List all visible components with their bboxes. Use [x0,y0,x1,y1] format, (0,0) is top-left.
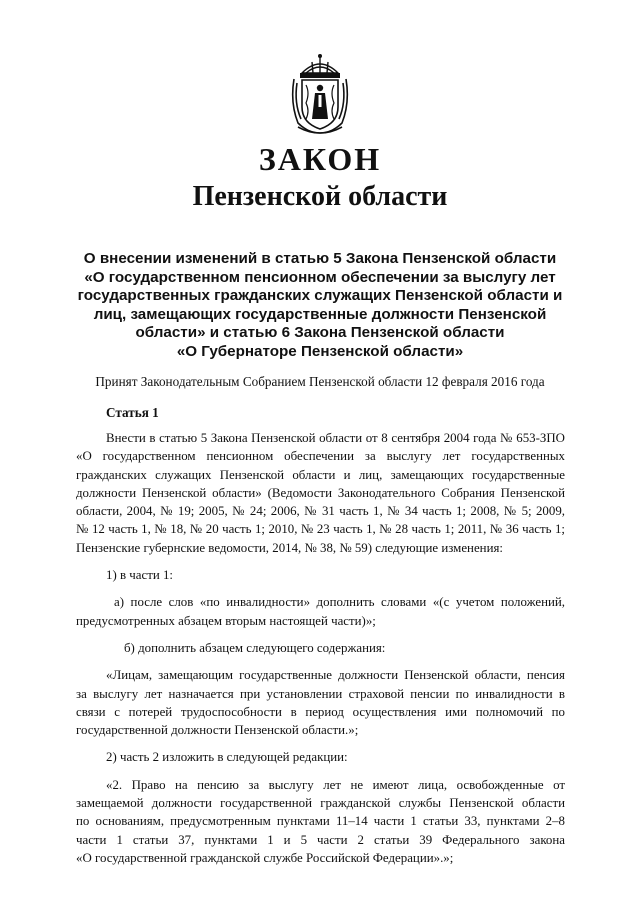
quote-line: связи с потерей трудоспособности в период осуществления ими полномочий по [76,704,565,719]
list-item: б) дополнить абзацем следующего содержания: [124,640,386,655]
law-heading [60,250,580,361]
paragraph-line: области, 2004, № 19; 2005, № 24; 2006, № 31 часть 1, № 34 часть 1; 2008, № 5; 2009, [76,504,565,519]
paragraph-line: № 12 часть 1, № 18, № 20 часть 1; 2010, № 23 часть 1, № 28 часть 1; 2011, № 36 часть 1; [76,522,565,537]
adoption-note: Принят Законодательным Собранием Пензенской области 12 февраля 2016 года [95,374,545,389]
list-item: 2) часть 2 изложить в следующей редакции: [106,750,348,765]
paragraph-line: гражданских служащих Пензенской области и лиц, замещающих государственные [76,467,565,482]
quote-line: по основаниям, предусмотренным пунктами 11–14 части 1 статьи 33, пунктами 2–8 [76,814,565,829]
paragraph-line: предусмотренных абзацем вторым настоящей части)»; [76,613,376,628]
quote-line: «2. Право на пенсию за выслугу лет не имеют лица, освобожденные от [106,777,565,792]
heading-line: О внесении изменений в статью 5 Закона Пензенской области [83,250,557,267]
paragraph-line: Пензенские губернские ведомости, 2014, № 38, № 59) следующие изменения: [76,540,503,555]
document-title: ЗАКОН [258,141,382,177]
heading-line: лиц, замещающих государственные должности Пензенской [93,305,547,323]
article-title: Статья 1 [106,405,159,420]
heading-line: области» и статью 6 Закона Пензенской области [135,324,505,341]
article-body [76,429,565,867]
paragraph-line: Внести в статью 5 Закона Пензенской области от 8 сентября 2004 года № 653-ЗПО [106,431,565,445]
heading-line: государственных гражданских служащих Пензенской области и [77,287,563,304]
list-item: 1) в части 1: [106,568,173,583]
heading-line: «О Губернаторе Пензенской области» [176,342,464,360]
quote-line: за выслугу лет назначается при установлении страховой пенсии по инвалидности в [76,686,565,701]
quote-line: государственной должности Пензенской области.»; [76,723,359,738]
quote-line: части 1 статьи 37, пунктами 1 и 5 части 2 статьи 39 Федерального закона [76,832,565,847]
paragraph-line: должности Пензенской области» (Ведомости Законодательного Собрания Пензенской [76,485,565,500]
penza-oblast-coat-of-arms-icon [288,53,352,135]
quote-line: «Лицам, замещающим государственные должности Пензенской области, пенсия [106,668,565,683]
paragraph-line: а) после слов «по инвалидности» дополнить словами «(с учетом положений, [114,595,565,610]
heading-line: «О государственном пенсионном обеспечении за выслугу лет [84,268,556,286]
paragraph-line: «О государственном пенсионном обеспечении за выслугу лет государственных [76,449,565,464]
document-subtitle: Пензенской области [192,181,448,212]
quote-line: замещаемой должности государственной гражданской службы Пензенской области [76,796,565,811]
quote-line: «О государственной гражданской службе Российской Федерации».»; [76,850,454,865]
